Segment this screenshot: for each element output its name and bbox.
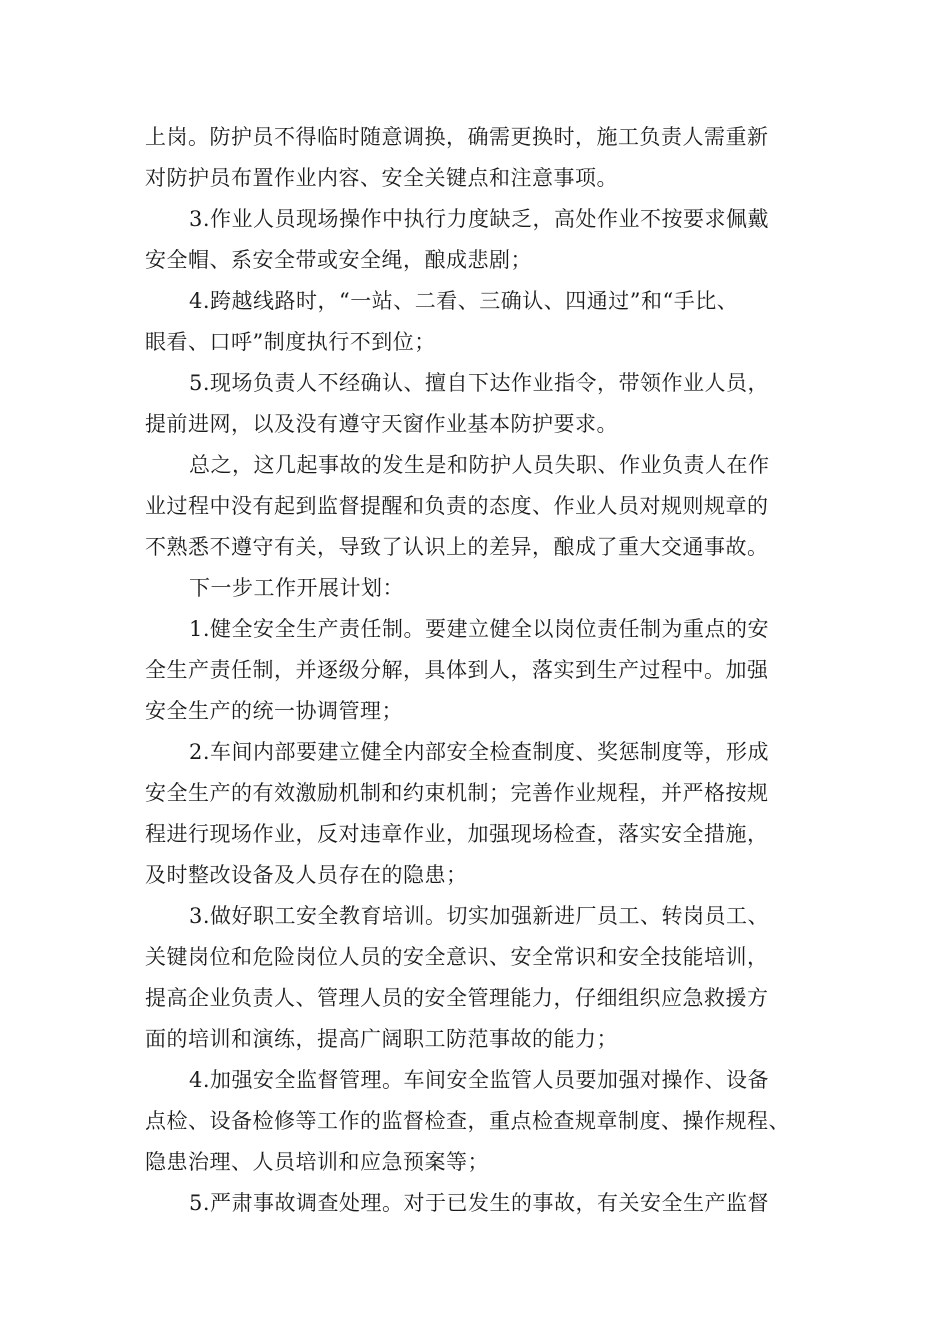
text-line: 眼看、口呼”制度执行不到位； — [145, 330, 436, 354]
text-line: 业过程中没有起到监督提醒和负责的态度、作业人员对规则规章的 — [145, 494, 769, 518]
text-line: 5.现场负责人不经确认、擅自下达作业指令，带领作业人员， — [189, 371, 770, 395]
text-line: 点检、设备检修等工作的监督检查，重点检查规章制度、操作规程、 — [145, 1109, 790, 1133]
text-line: 程进行现场作业，反对违章作业，加强现场检查，落实安全措施， — [145, 822, 769, 846]
text-line: 安全生产的统一协调管理； — [145, 699, 403, 723]
text-line: 提高企业负责人、管理人员的安全管理能力，仔细组织应急救援方 — [145, 986, 769, 1010]
text-line: 提前进网，以及没有遵守天窗作业基本防护要求。 — [145, 412, 618, 436]
text-line: 2.车间内部要建立健全内部安全检查制度、奖惩制度等，形成 — [189, 740, 770, 764]
text-line: 安全帽、系安全带或安全绳，酿成悲剧； — [145, 248, 532, 272]
text-line: 3.做好职工安全教育培训。切实加强新进厂员工、转岗员工、 — [189, 904, 770, 928]
text-line: 总之，这几起事故的发生是和防护人员失职、作业负责人在作 — [189, 453, 770, 477]
text-line: 不熟悉不遵守有关，导致了认识上的差异，酿成了重大交通事故。 — [145, 535, 769, 559]
text-line: 4.跨越线路时，“一站、二看、三确认、四通过”和“手比、 — [189, 289, 739, 313]
text-line: 面的培训和演练，提高广阔职工防范事故的能力； — [145, 1027, 618, 1051]
text-line: 全生产责任制，并逐级分解，具体到人，落实到生产过程中。加强 — [145, 658, 769, 682]
text-line: 安全生产的有效激励机制和约束机制；完善作业规程，并严格按规 — [145, 781, 769, 805]
document-body — [145, 117, 817, 1224]
text-line: 5.严肃事故调查处理。对于已发生的事故，有关安全生产监督 — [189, 1191, 770, 1215]
text-line: 下一步工作开展计划： — [189, 576, 404, 600]
text-line: 1.健全安全生产责任制。要建立健全以岗位责任制为重点的安 — [189, 617, 770, 641]
text-line: 上岗。防护员不得临时随意调换，确需更换时，施工负责人需重新 — [145, 125, 769, 149]
text-line: 3.作业人员现场操作中执行力度缺乏，高处作业不按要求佩戴 — [189, 207, 770, 231]
text-line: 及时整改设备及人员存在的隐患； — [145, 863, 468, 887]
text-line: 4.加强安全监督管理。车间安全监管人员要加强对操作、设备 — [189, 1068, 770, 1092]
text-line: 对防护员布置作业内容、安全关键点和注意事项。 — [145, 166, 618, 190]
text-line: 隐患治理、人员培训和应急预案等； — [145, 1150, 489, 1174]
text-line: 关键岗位和危险岗位人员的安全意识、安全常识和安全技能培训， — [145, 945, 769, 969]
